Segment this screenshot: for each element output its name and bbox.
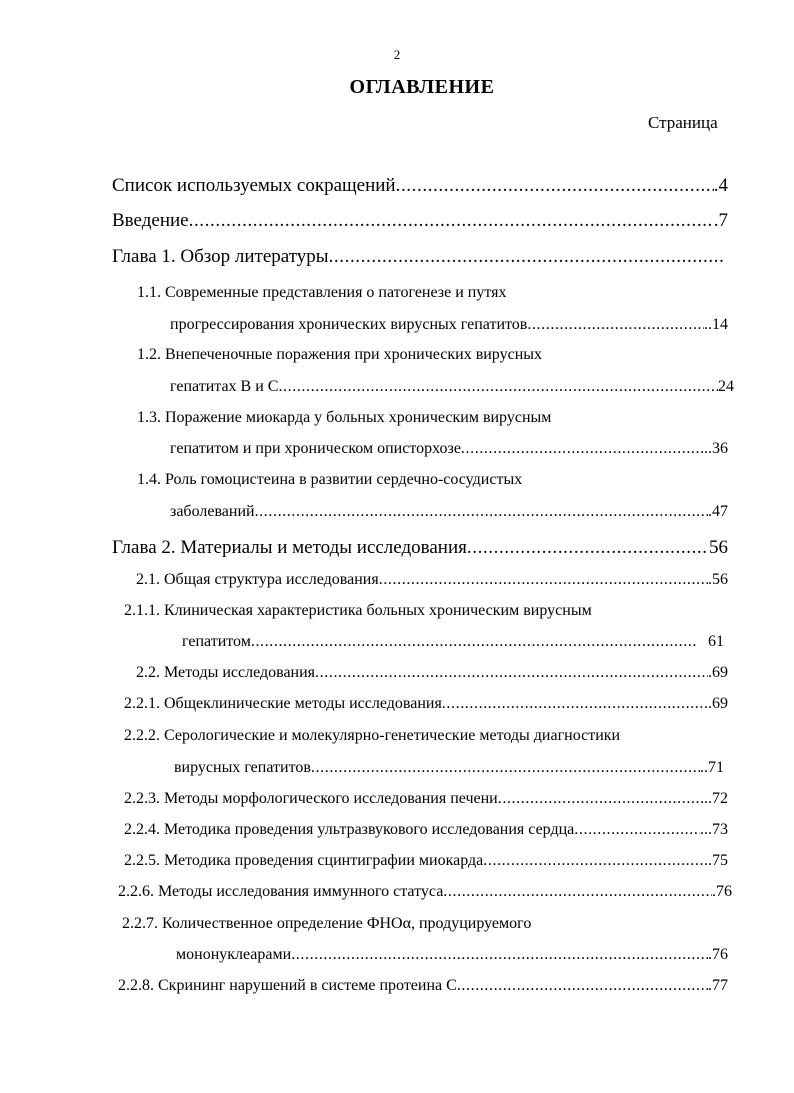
toc-entry-page: ..36 [704,440,728,457]
toc-entry [124,602,724,620]
toc-entry [170,440,728,458]
toc-entry-text: Список используемых сокращений [112,175,396,196]
toc-entry [170,503,728,521]
toc-entry [124,790,728,808]
toc-entry [136,571,728,589]
toc-entry-text: гепатитом и при хроническом описторхозе [170,440,461,457]
toc-entry-page: ..75 [704,852,728,869]
toc-entry [112,246,724,268]
toc-entry [118,977,728,995]
toc-entry-text: 2.2. Методы исследования [136,664,316,681]
toc-entry [176,946,728,964]
toc-entry-page: .77 [708,977,728,994]
toc-entry-page: .76 [712,883,732,900]
toc-entry [137,284,717,302]
toc-entry [112,210,728,232]
toc-entry [137,346,717,364]
toc-entry-text: 2.2.3. Методы морфологического исследования печени [124,790,498,807]
toc-entry-text: гепатитах В и С [170,378,279,395]
toc-entry-text: 2.2.7. Количественное определение ФНОα, продуцируемого [122,915,532,932]
page-title: ОГЛАВЛЕНИЕ [349,76,495,98]
toc-entry-page: .56 [708,571,728,588]
toc-entry-page: ..14 [704,316,728,333]
toc-entry-page: 61 [696,633,724,650]
toc-entry-page: .69 [708,664,728,681]
toc-entry-text: мононуклеарами [176,946,292,963]
toc-entry [124,727,764,745]
toc-entry [174,759,724,777]
toc-entry-text: 2.2.6. Методы исследования иммунного статуса [118,883,444,900]
toc-entry-text: Введение [112,210,189,231]
toc-entry-text: 2.2.8. Скрининг нарушений в системе протеина С [118,977,457,994]
toc-entry [124,695,728,713]
toc-entry-page: 24 [718,378,734,395]
toc-entry-text: вирусных гепатитов [174,759,311,776]
toc-entry [124,821,728,839]
toc-entry-page: ..72 [704,790,728,807]
toc-entry [122,915,722,933]
toc-entry-text: прогрессирования хронических вирусных гепатитов [170,316,528,333]
toc-entry-text: заболеваний [170,503,255,520]
toc-entry-page: .76 [708,946,728,963]
toc-entry-text: 1.1. Современные представления о патогенезе и путях [137,284,507,301]
toc-entry [112,537,728,559]
toc-entry-text: Глава 1. Обзор литературы [112,246,329,267]
toc-entry [182,633,724,651]
toc-entry-text: 1.2. Внепеченочные поражения при хронических вирусных [137,346,543,363]
toc-entry [170,378,734,396]
toc-entry [124,852,728,870]
toc-entry-text: 1.3. Поражение миокарда у больных хроническим вирусным [137,409,552,426]
toc-entry-page: .47 [708,503,728,520]
toc-entry-page: .7 [713,210,728,231]
toc-entry-text: 2.2.5. Методика проведения сцинтиграфии миокарда [124,852,484,869]
toc-entry [136,664,728,682]
toc-entry [137,409,717,427]
toc-entry-text: Глава 2. Материалы и методы исследования [112,537,467,558]
toc-entry-text: 2.1.1. Клиническая характеристика больных хроническим вирусным [124,602,592,619]
page-number: 2 [393,47,401,62]
toc-entry-page: .4 [713,175,728,196]
toc-entry-text: 1.4. Роль гомоцистеина в развитии сердечно-сосудистых [137,471,523,488]
page-column-header: Страница [648,113,718,132]
toc-entry-text: 2.2.2. Серологические и молекулярно-генетические методы диагностики [124,727,621,744]
toc-entry-text: 2.1. Общая структура исследования [136,571,379,588]
toc-entry-text: гепатитом [182,633,251,650]
toc-entry-page: 56 [709,537,728,558]
toc-entry-text: 2.2.4. Методика проведения ультразвукового исследования сердца [124,821,575,838]
toc-entry-page: .69 [708,695,728,712]
toc-entry-text: 2.2.1. Общеклинические методы исследования [124,695,442,712]
toc-entry-page: ...73 [700,821,728,838]
toc-entry [112,175,728,197]
toc-entry [137,471,717,489]
toc-entry [118,883,732,901]
toc-entry [170,316,728,334]
toc-entry-page: ..71 [700,759,724,776]
